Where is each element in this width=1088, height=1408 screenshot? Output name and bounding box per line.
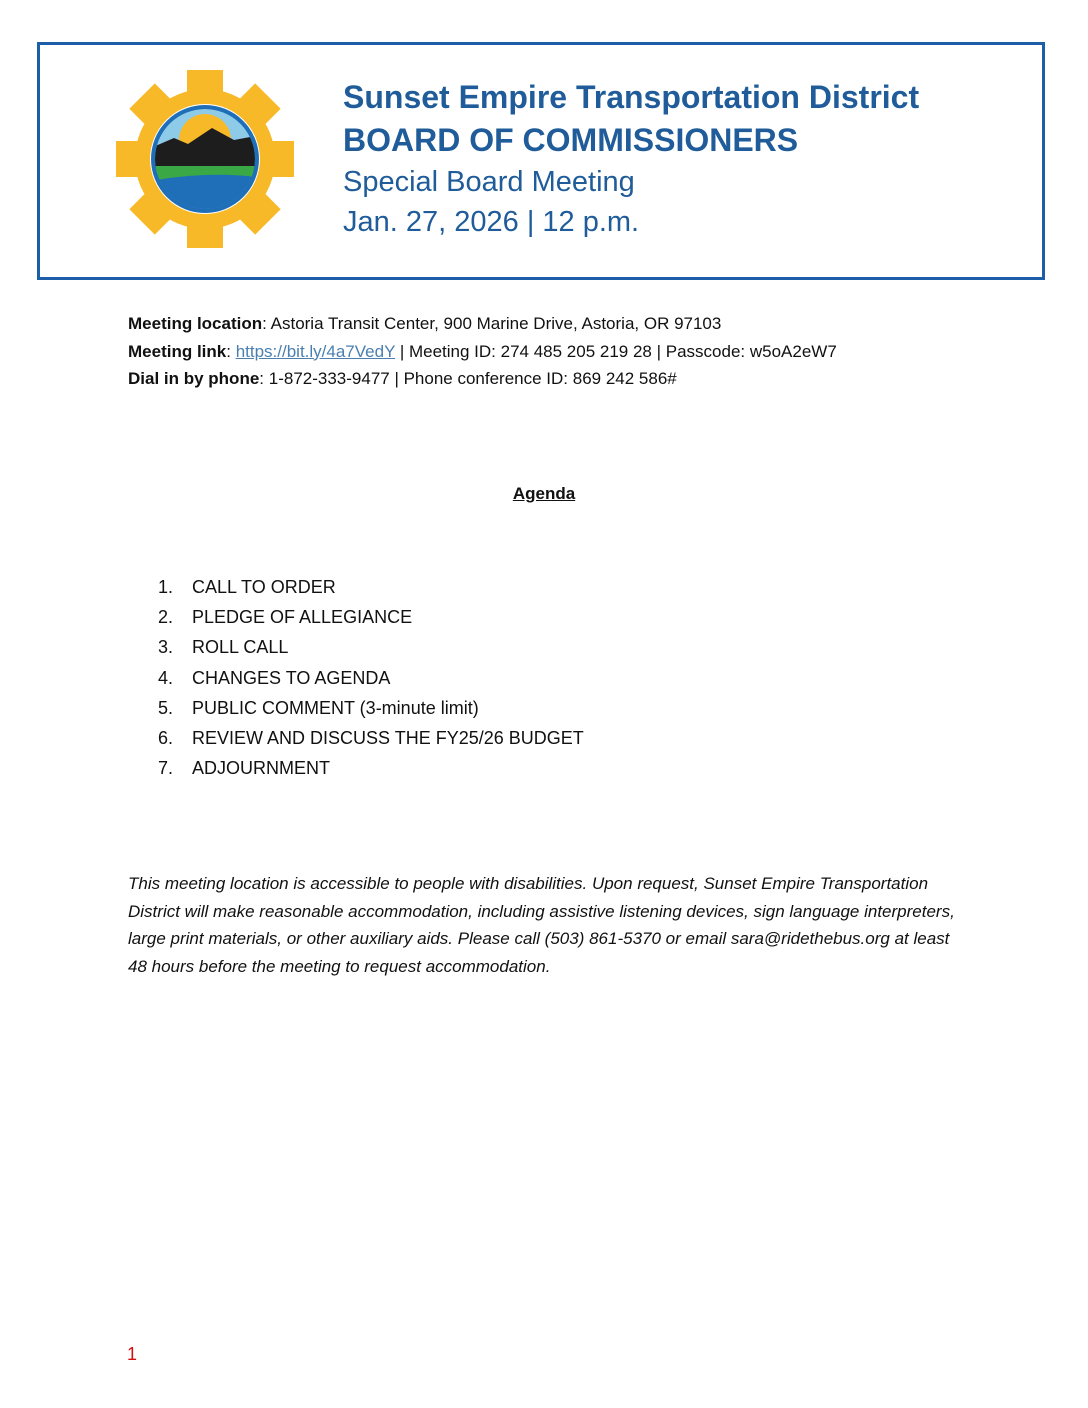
- agenda-item-number: 4.: [158, 667, 174, 688]
- agenda-item-number: 2.: [158, 607, 174, 628]
- agenda-item-text: REVIEW AND DISCUSS THE FY25/26 BUDGET: [192, 727, 584, 748]
- org-name: Sunset Empire Transportation District: [343, 79, 920, 115]
- agenda-item: [158, 695, 584, 725]
- org-logo: [116, 70, 294, 248]
- agenda-item-text: PLEDGE OF ALLEGIANCE: [192, 607, 413, 628]
- meeting-info: [128, 310, 837, 393]
- page-number: 1: [127, 1344, 138, 1364]
- meeting-link[interactable]: https://bit.ly/4a7VedY: [235, 341, 396, 361]
- link-separator: :: [226, 341, 236, 361]
- agenda-item-text: ADJOURNMENT: [192, 758, 330, 779]
- agenda-item-number: 1.: [158, 577, 174, 597]
- agenda-item: [158, 574, 584, 604]
- link-label: Meeting link: [128, 341, 227, 361]
- location-value: : Astoria Transit Center, 900 Marine Drive, Astoria, OR 97103: [262, 314, 722, 333]
- agenda-item-number: 3.: [158, 637, 174, 658]
- agenda-list: [158, 574, 584, 785]
- agenda-item-text: CALL TO ORDER: [192, 577, 336, 597]
- link-row: [128, 338, 837, 366]
- phone-value: : 1-872-333-9477 | Phone conference ID: 869 242 586#: [259, 369, 677, 388]
- agenda-item-number: 5.: [158, 697, 174, 718]
- phone-row: [128, 365, 837, 393]
- agenda-item-text: PUBLIC COMMENT (3-minute limit): [192, 697, 479, 718]
- meeting-type: Special Board Meeting: [343, 166, 635, 198]
- agenda-title: Agenda: [512, 484, 576, 503]
- location-label: Meeting location: [128, 314, 263, 333]
- meeting-id-passcode: | Meeting ID: 274 485 205 219 28 | Passcode: w5oA2eW7: [395, 341, 837, 361]
- agenda-item: [158, 725, 584, 755]
- agenda-item: [158, 755, 584, 785]
- gear-logo-icon: [116, 70, 294, 248]
- location-row: [128, 310, 837, 338]
- agenda-item-number: 6.: [158, 727, 174, 748]
- header-titles: [343, 76, 919, 242]
- agenda-item-number: 7.: [158, 758, 174, 779]
- accessibility-notice: This meeting location is accessible to people with disabilities. Upon request, Sunset Empire Transportation District will make reasonable accommodation, including assistive listening devices, sign language interpreters, large print materials, or other auxiliary aids. Please call (503) 861-5370 or email sara@ridethebus.org at least 48 hours before the meeting to request accommodation.: [128, 874, 955, 976]
- board-name: BOARD OF COMMISSIONERS: [343, 122, 799, 158]
- phone-label: Dial in by phone: [128, 369, 260, 388]
- agenda-item-text: CHANGES TO AGENDA: [192, 667, 391, 688]
- agenda-item: [158, 634, 584, 664]
- agenda-item-text: ROLL CALL: [192, 637, 289, 658]
- agenda-item: [158, 665, 584, 695]
- meeting-date-time: Jan. 27, 2026 | 12 p.m.: [343, 206, 640, 238]
- agenda-item: [158, 604, 584, 634]
